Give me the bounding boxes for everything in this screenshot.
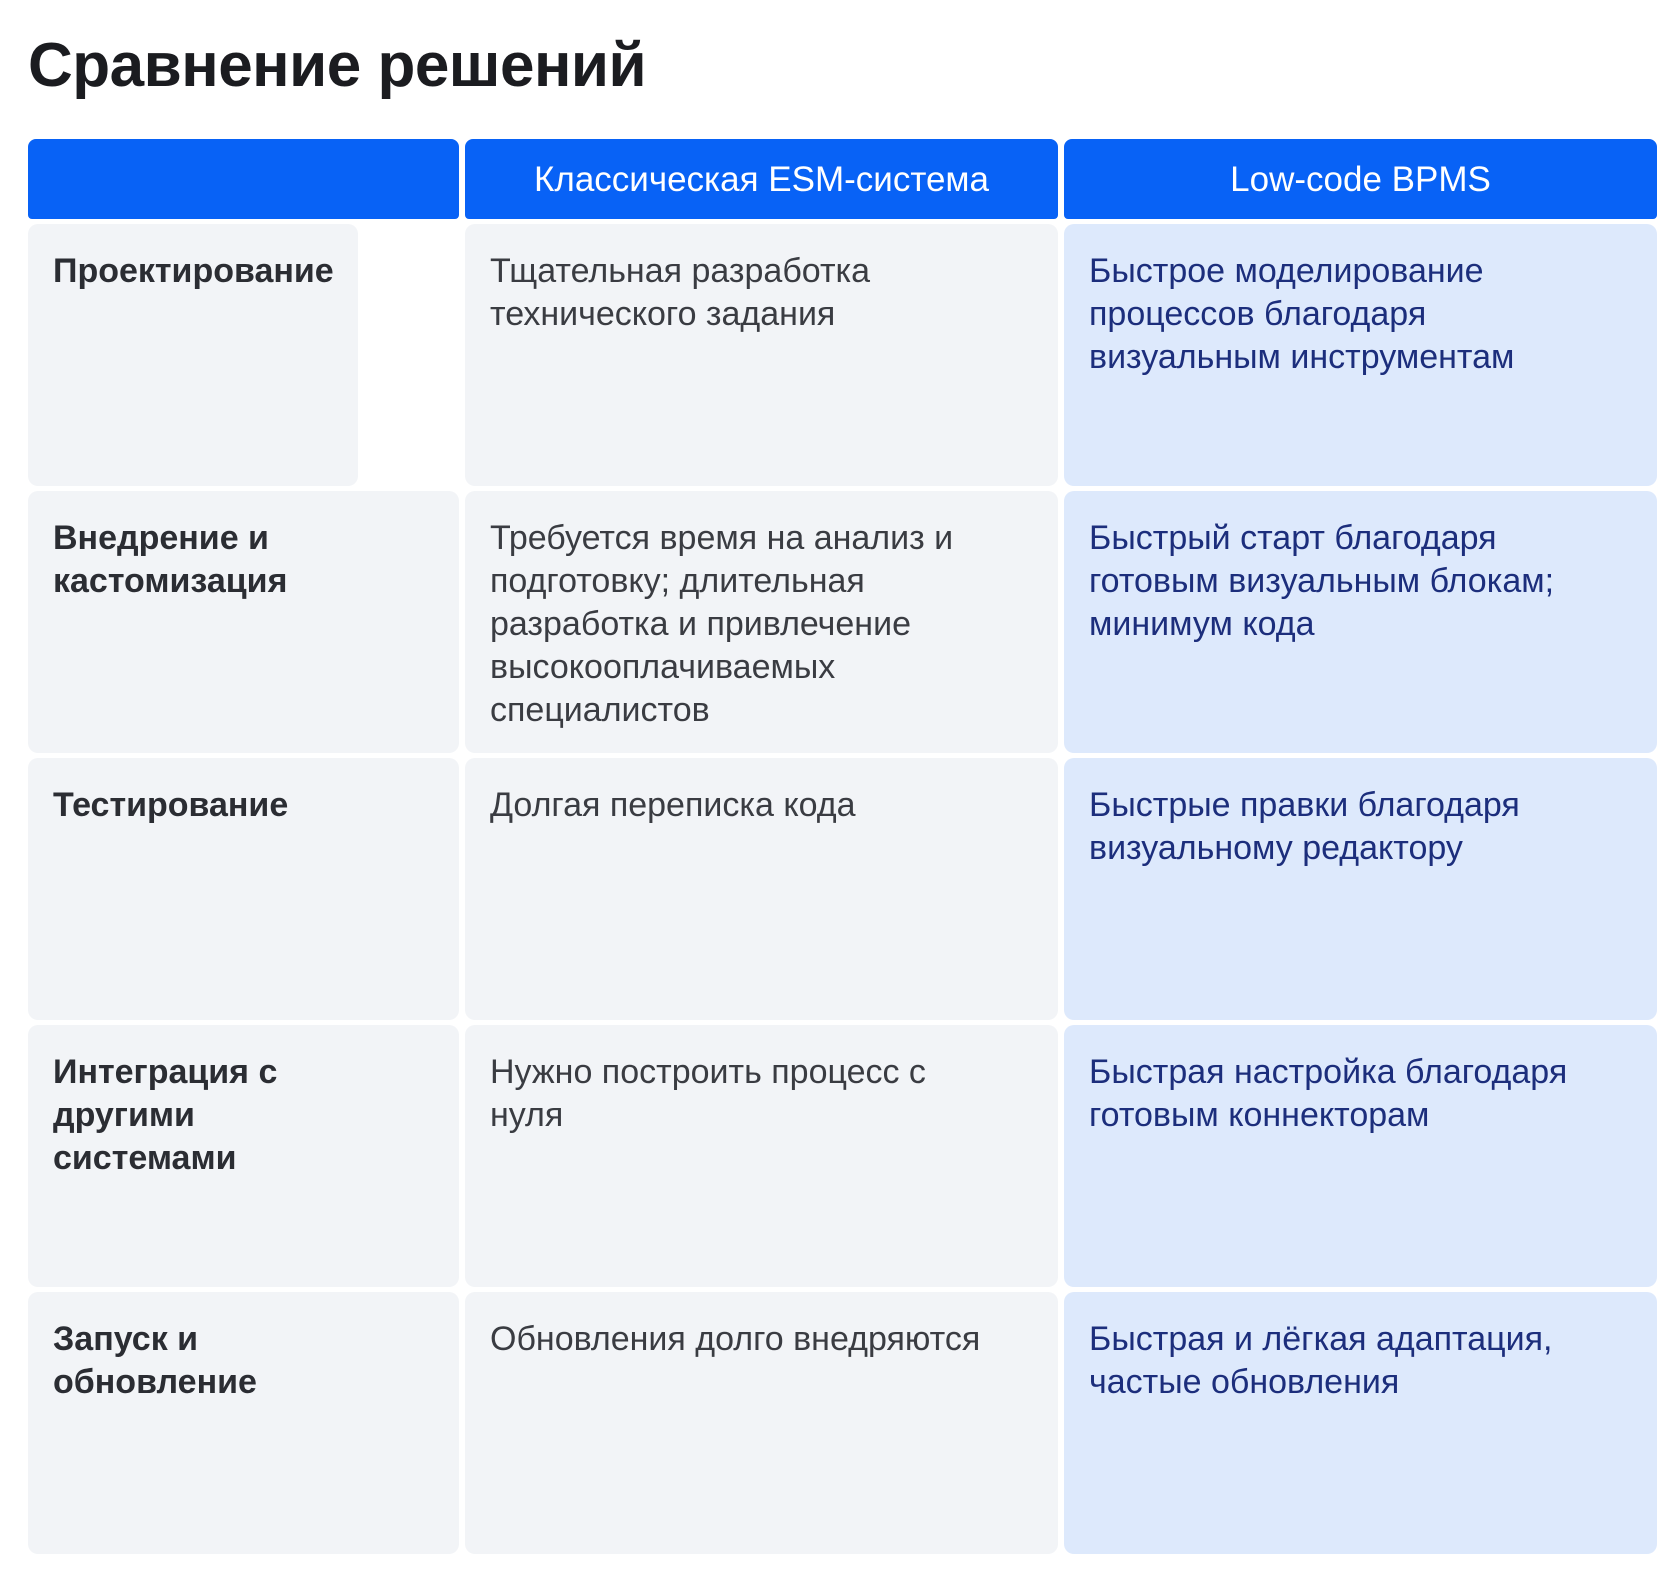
page-title: Сравнение решений bbox=[28, 31, 647, 100]
row-label-implementation: Внедрение и кастомизация bbox=[28, 491, 459, 753]
lowcode-cell-design: Быстрое моделирование процессов благодаря визуальным инструментам bbox=[1064, 224, 1657, 486]
row-label-integration: Интеграция с другими системами bbox=[28, 1025, 459, 1287]
classic-cell-implementation: Требуется время на анализ и подготовку; длительная разработка и привлечение высокооплачиваемых специалистов bbox=[465, 491, 1058, 753]
row-label-testing: Тестирование bbox=[28, 758, 459, 1020]
lowcode-cell-testing: Быстрые правки благодаря визуальному редактору bbox=[1064, 758, 1657, 1020]
comparison-table bbox=[28, 139, 1657, 1554]
header-lowcode-bpms: Low-code BPMS bbox=[1064, 139, 1657, 219]
row-label-launch: Запуск и обновление bbox=[28, 1292, 459, 1554]
lowcode-cell-launch: Быстрая и лёгкая адаптация, частые обновления bbox=[1064, 1292, 1657, 1554]
lowcode-cell-implementation: Быстрый старт благодаря готовым визуальным блокам; минимум кода bbox=[1064, 491, 1657, 753]
classic-cell-design: Тщательная разработка технического задания bbox=[465, 224, 1058, 486]
lowcode-cell-integration: Быстрая настройка благодаря готовым коннекторам bbox=[1064, 1025, 1657, 1287]
classic-cell-integration: Нужно построить процесс с нуля bbox=[465, 1025, 1058, 1287]
classic-cell-testing: Долгая переписка кода bbox=[465, 758, 1058, 1020]
header-corner-cell bbox=[28, 139, 459, 219]
classic-cell-launch: Обновления долго внедряются bbox=[465, 1292, 1058, 1554]
row-label-design: Проектирование bbox=[28, 224, 358, 486]
header-classic-esm: Классическая ESM-система bbox=[465, 139, 1058, 219]
